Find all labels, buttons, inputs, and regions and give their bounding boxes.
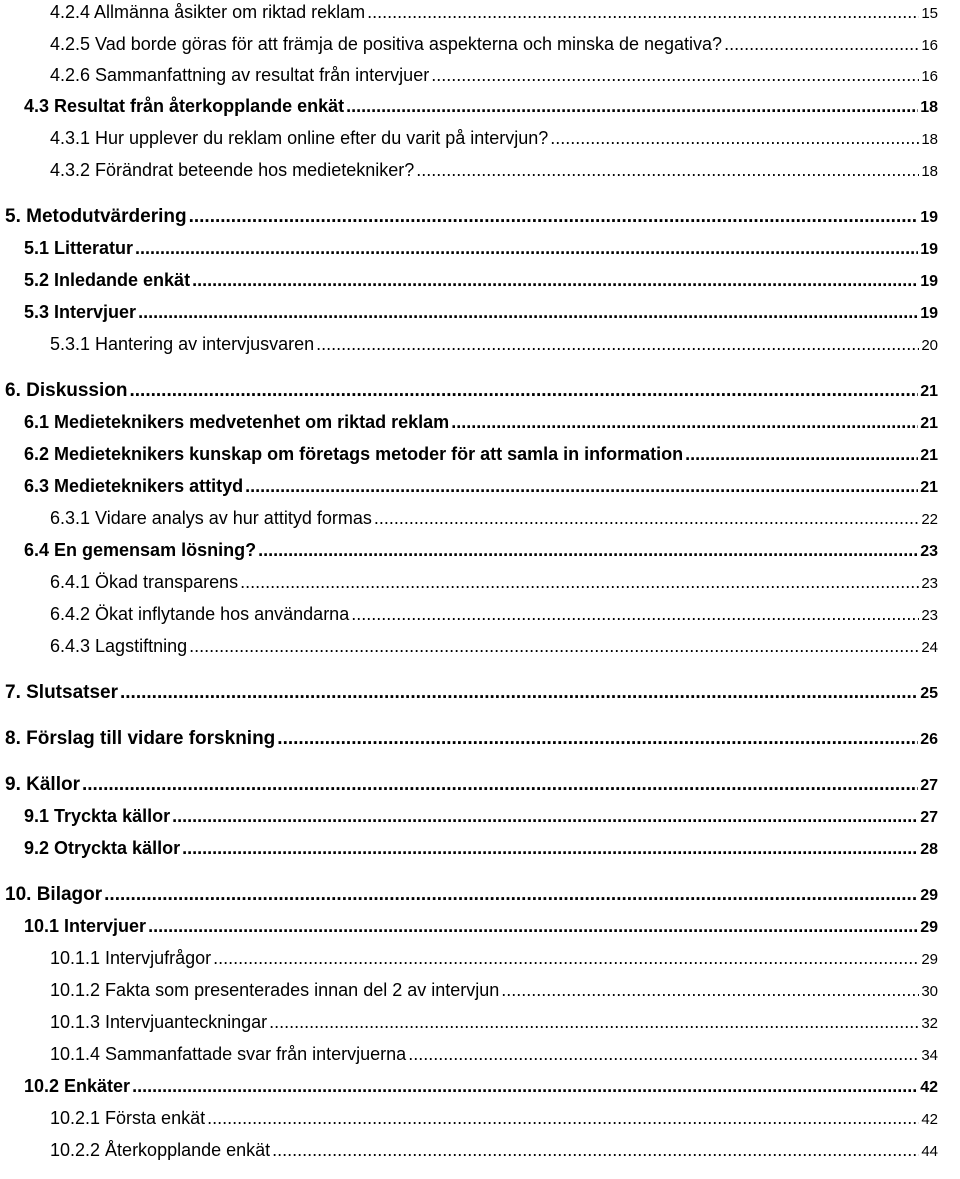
toc-entry[interactable]	[5, 206, 938, 228]
toc-entry[interactable]	[24, 444, 938, 465]
toc-entry[interactable]	[5, 884, 938, 906]
toc-entry[interactable]	[24, 838, 938, 859]
toc-dot-leader	[138, 302, 918, 323]
toc-entry-label: 5.3 Intervjuer	[24, 302, 137, 322]
toc-entry-page: 44	[921, 1143, 938, 1160]
toc-dot-leader	[685, 444, 918, 465]
toc-entry-label: 9.2 Otryckta källor	[24, 838, 181, 858]
toc-entry-page: 30	[921, 983, 938, 1000]
toc-entry[interactable]	[50, 604, 938, 625]
toc-entry[interactable]	[50, 2, 938, 23]
toc-dot-leader	[346, 96, 918, 117]
toc-entry-page: 19	[920, 273, 938, 290]
toc-entry-page: 29	[920, 919, 938, 936]
toc-entry-page: 24	[921, 639, 938, 656]
toc-dot-leader	[120, 682, 918, 704]
toc-entry-label: 6.4.1 Ökad transparens	[50, 572, 239, 592]
toc-entry[interactable]	[50, 636, 938, 657]
toc-dot-leader	[374, 508, 919, 529]
toc-entry-page: 42	[921, 1111, 938, 1128]
toc-entry[interactable]	[50, 128, 938, 149]
toc-entry-page: 32	[921, 1015, 938, 1032]
toc-dot-leader	[367, 2, 919, 23]
toc-entry-label: 5.2 Inledande enkät	[24, 270, 191, 290]
toc-entry-page: 16	[921, 68, 938, 85]
toc-entry-page: 42	[920, 1079, 938, 1096]
toc-entry-label: 10.1.3 Intervjuanteckningar	[50, 1012, 268, 1032]
toc-entry-page: 15	[921, 5, 938, 22]
toc-dot-leader	[148, 916, 918, 937]
toc-entry-label: 10. Bilagor	[5, 884, 103, 905]
toc-dot-leader	[189, 206, 919, 228]
toc-dot-leader	[269, 1012, 919, 1033]
toc-entry-page: 25	[920, 685, 938, 702]
toc-dot-leader	[272, 1140, 919, 1161]
toc-dot-leader	[192, 270, 918, 291]
toc-entry-label: 10.2 Enkäter	[24, 1076, 131, 1096]
toc-entry-label: 5.1 Litteratur	[24, 238, 134, 258]
toc-entry-page: 27	[920, 777, 938, 794]
toc-entry[interactable]	[24, 806, 938, 827]
toc-entry-page: 22	[921, 511, 938, 528]
toc-entry[interactable]	[24, 1076, 938, 1097]
toc-entry-label: 5. Metodutvärdering	[5, 206, 187, 227]
toc-entry-label: 5.3.1 Hantering av intervjusvaren	[50, 334, 315, 354]
toc-entry[interactable]	[50, 34, 938, 55]
toc-entry[interactable]	[5, 682, 938, 704]
toc-entry-page: 19	[920, 241, 938, 258]
toc-entry-page: 18	[920, 99, 938, 116]
toc-entry-page: 21	[920, 383, 938, 400]
toc-entry-page: 26	[920, 731, 938, 748]
toc-entry[interactable]	[5, 728, 938, 750]
toc-entry-page: 27	[920, 809, 938, 826]
toc-entry-label: 10.1.1 Intervjufrågor	[50, 948, 212, 968]
toc-entry-label: 6.4 En gemensam lösning?	[24, 540, 257, 560]
toc-entry-label: 4.3.1 Hur upplever du reklam online efter du varit på intervjun?	[50, 128, 549, 148]
toc-entry-label: 6.3 Medieteknikers attityd	[24, 476, 244, 496]
toc-entry[interactable]	[50, 65, 938, 86]
toc-entry-label: 6. Diskussion	[5, 380, 128, 401]
toc-entry[interactable]	[50, 160, 938, 181]
toc-entry-page: 21	[920, 415, 938, 432]
toc-entry-label: 4.2.5 Vad borde göras för att främja de positiva aspekterna och minska de negativa?	[50, 34, 723, 54]
toc-entry-page: 21	[920, 447, 938, 464]
toc-entry-page: 16	[921, 37, 938, 54]
toc-entry-label: 4.3.2 Förändrat beteende hos medietekniker?	[50, 160, 415, 180]
toc-entry-label: 4.3 Resultat från återkopplande enkät	[24, 96, 345, 116]
toc-entry-page: 28	[920, 841, 938, 858]
toc-entry[interactable]	[50, 1044, 938, 1065]
toc-dot-leader	[240, 572, 919, 593]
toc-entry-label: 7. Slutsatser	[5, 682, 118, 703]
toc-entry-page: 23	[921, 607, 938, 624]
toc-entry-label: 10.1 Intervjuer	[24, 916, 147, 936]
toc-entry[interactable]	[24, 96, 938, 117]
toc-dot-leader	[277, 728, 918, 750]
toc-dot-leader	[132, 1076, 918, 1097]
toc-entry-label: 4.2.4 Allmänna åsikter om riktad reklam	[50, 2, 366, 22]
toc-dot-leader	[416, 160, 919, 181]
toc-entry-label: 10.1.2 Fakta som presenterades innan del 2 av intervjun	[50, 980, 500, 1000]
toc-entry[interactable]	[50, 334, 938, 355]
toc-entry[interactable]	[24, 540, 938, 561]
toc-entry[interactable]	[50, 980, 938, 1001]
toc-dot-leader	[451, 412, 918, 433]
toc-entry[interactable]	[5, 774, 938, 796]
toc-entry-page: 18	[921, 163, 938, 180]
toc-entry[interactable]	[24, 270, 938, 291]
toc-entry[interactable]	[50, 1140, 938, 1161]
toc-dot-leader	[431, 65, 919, 86]
toc-dot-leader	[724, 34, 919, 55]
toc-entry-label: 10.2.1 Första enkät	[50, 1108, 206, 1128]
toc-entry[interactable]	[24, 302, 938, 323]
toc-dot-leader	[316, 334, 919, 355]
toc-entry-page: 20	[921, 337, 938, 354]
toc-entry-page: 34	[921, 1047, 938, 1064]
toc-entry-page: 29	[920, 887, 938, 904]
toc-entry-page: 21	[920, 479, 938, 496]
toc-entry-page: 18	[921, 131, 938, 148]
toc-dot-leader	[245, 476, 918, 497]
toc-dot-leader	[135, 238, 918, 259]
toc-dot-leader	[189, 636, 919, 657]
toc-entry-label: 8. Förslag till vidare forskning	[5, 728, 276, 749]
toc-entry-label: 6.2 Medieteknikers kunskap om företags metoder för att samla in information	[24, 444, 684, 464]
toc-entry-label: 6.3.1 Vidare analys av hur attityd formas	[50, 508, 372, 528]
toc-entry-label: 6.4.3 Lagstiftning	[50, 636, 188, 656]
toc-entry-label: 4.2.6 Sammanfattning av resultat från intervjuer	[50, 65, 430, 85]
toc-dot-leader	[408, 1044, 919, 1065]
toc-dot-leader	[104, 884, 918, 906]
toc-entry-page: 19	[920, 209, 938, 226]
toc-dot-leader	[501, 980, 919, 1001]
toc-dot-leader	[213, 948, 919, 969]
toc-entry[interactable]	[24, 238, 938, 259]
toc-dot-leader	[351, 604, 919, 625]
toc-entry-page: 19	[920, 305, 938, 322]
toc-entry[interactable]	[50, 1108, 938, 1129]
toc-dot-leader	[550, 128, 919, 149]
toc-entry-label: 10.2.2 Återkopplande enkät	[50, 1140, 271, 1160]
toc-entry[interactable]	[50, 508, 938, 529]
toc-dot-leader	[258, 540, 918, 561]
toc-entry[interactable]	[50, 1012, 938, 1033]
toc-dot-leader	[207, 1108, 919, 1129]
toc-dot-leader	[130, 380, 919, 402]
toc-entry-label: 6.1 Medieteknikers medvetenhet om riktad reklam	[24, 412, 450, 432]
toc-entry-label: 6.4.2 Ökat inflytande hos användarna	[50, 604, 350, 624]
toc-entry-label: 10.1.4 Sammanfattade svar från intervjuerna	[50, 1044, 407, 1064]
toc-entry-page: 23	[920, 543, 938, 560]
toc-entry-label: 9. Källor	[5, 774, 80, 795]
toc-dot-leader	[182, 838, 918, 859]
toc-entry[interactable]	[24, 476, 938, 497]
toc-entry[interactable]	[50, 948, 938, 969]
toc-entry[interactable]	[24, 412, 938, 433]
toc-entry[interactable]	[5, 380, 938, 402]
toc-dot-leader	[82, 774, 918, 796]
toc-dot-leader	[172, 806, 918, 827]
toc-entry[interactable]	[50, 572, 938, 593]
toc-entry-page: 23	[921, 575, 938, 592]
toc-entry-label: 9.1 Tryckta källor	[24, 806, 171, 826]
toc-entry-page: 29	[921, 951, 938, 968]
toc-entry[interactable]	[24, 916, 938, 937]
